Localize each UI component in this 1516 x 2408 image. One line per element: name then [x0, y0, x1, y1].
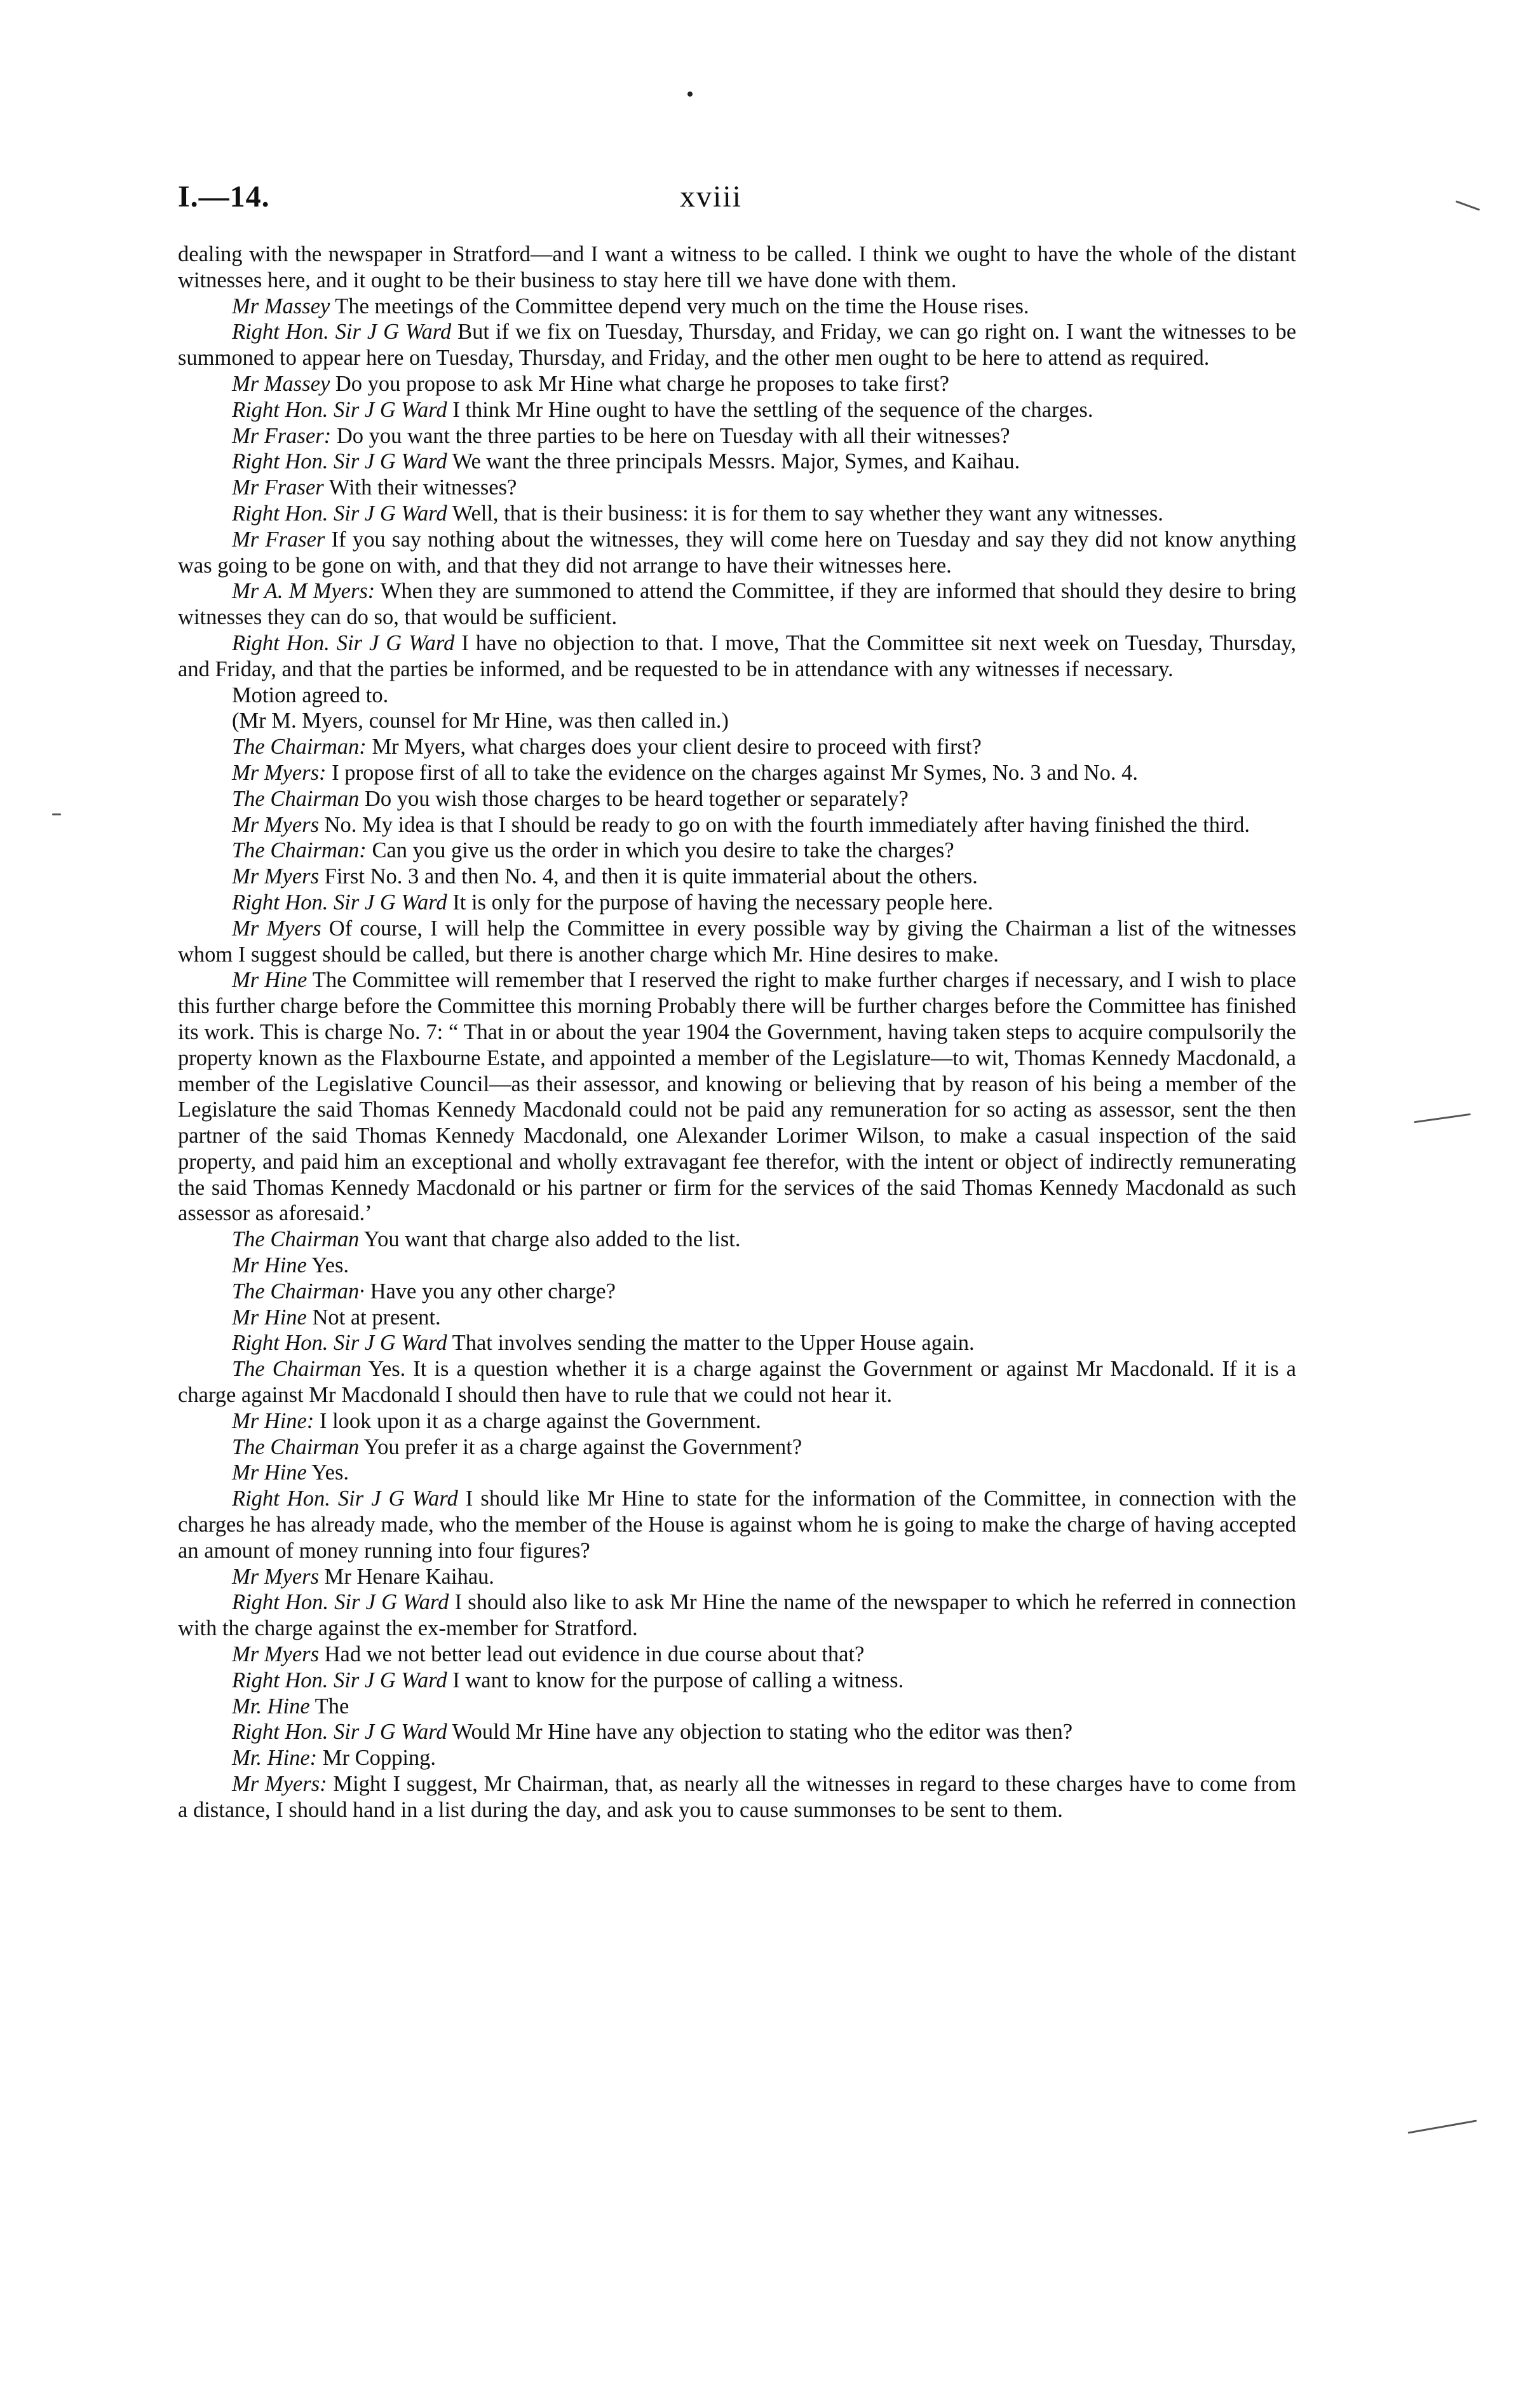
paragraph-text: With their witnesses?: [328, 475, 517, 500]
speaker-name: Mr. Hine:: [232, 1746, 318, 1771]
paragraph-text: When they are summoned to attend the Committee, if they are informed that should they desire to bring witnesses they can do so, that would be sufficient.: [178, 579, 1296, 630]
paragraph: [178, 1227, 1296, 1253]
speaker-name: Mr Myers: [232, 1642, 320, 1667]
paragraph: [178, 449, 1296, 475]
speaker-name: The Chairman: [232, 1357, 362, 1382]
speaker-name: Mr A. M Myers:: [232, 579, 376, 604]
paragraph-text: I propose first of all to take the evidence on the charges against Mr Symes, No. 3 and No. 4.: [332, 760, 1138, 785]
speaker-name: Right Hon. Sir J G Ward: [232, 320, 452, 344]
paragraph-text: It is only for the purpose of having the necessary people here.: [452, 890, 993, 915]
paragraph: [178, 1589, 1296, 1642]
paragraph-text: I think Mr Hine ought to have the settling of the sequence of the charges.: [452, 397, 1093, 422]
paragraph: [178, 527, 1296, 579]
paragraph: [178, 1771, 1296, 1823]
paragraph: [178, 1719, 1296, 1745]
speaker-name: Right Hon. Sir J G Ward: [232, 397, 447, 422]
paragraph: [178, 501, 1296, 527]
paragraph: [178, 683, 1296, 709]
paragraph: [178, 812, 1296, 838]
paragraph-text: Do you wish those charges to be heard together or separately?: [364, 786, 909, 811]
speaker-name: Right Hon. Sir J G Ward: [232, 1668, 447, 1692]
paragraph-text: Yes.: [311, 1460, 349, 1485]
paragraph: [178, 1279, 1296, 1305]
paragraph-text: First No. 3 and then No. 4, and then it is quite immaterial about the others.: [324, 864, 978, 889]
paragraph-text: I should like Mr Hine to state for the information of the Committee, in connection with the charges he has already made, who the member of the House is against whom he is going to make the charge of having accepted an amount of money running into four figures?: [178, 1486, 1297, 1563]
paragraph: [178, 786, 1296, 812]
page-dot: [687, 92, 693, 97]
page-number: xviii: [680, 180, 743, 214]
paragraph: [178, 423, 1296, 449]
paragraph: [178, 916, 1296, 968]
speaker-name: The Chairman·: [232, 1279, 365, 1303]
paragraph: [178, 838, 1296, 864]
speaker-name: Mr Hine: [232, 1460, 307, 1485]
speaker-name: Mr Hine: [232, 968, 308, 993]
speaker-name: Mr Fraser: [232, 475, 324, 500]
paragraph: [178, 578, 1296, 630]
speaker-name: Mr Myers:: [232, 1772, 327, 1797]
paragraph: [178, 734, 1296, 760]
speaker-name: Mr Fraser:: [232, 423, 332, 448]
proceedings-text: [178, 241, 1296, 1823]
speaker-name: Mr Hine: [232, 1253, 307, 1278]
paragraph: [178, 294, 1296, 320]
paragraph: [178, 967, 1296, 1227]
speaker-name: The Chairman:: [232, 735, 367, 759]
speaker-name: Right Hon. Sir J G Ward: [232, 630, 455, 655]
margin-mark: [1408, 2119, 1477, 2133]
paragraph-text: Yes. It is a question whether it is a charge against the Government or against Mr Macdonald. If it is a charge against Mr Macdonald I should then have to rule that we could not hear it.: [178, 1357, 1296, 1408]
paragraph-text: Mr Copping.: [322, 1746, 437, 1771]
paragraph: [178, 1330, 1296, 1356]
speaker-name: Mr Massey: [232, 371, 330, 396]
speaker-name: Mr Myers: [232, 864, 320, 889]
paragraph-text: You prefer it as a charge against the Government?: [363, 1434, 802, 1459]
speaker-name: Mr Myers: [232, 1564, 320, 1589]
paragraph: [178, 1434, 1296, 1460]
paragraph-text: I look upon it as a charge against the Government.: [319, 1408, 761, 1433]
speaker-name: Right Hon. Sir J G Ward: [232, 1486, 458, 1511]
page-reference: I.—14.: [178, 180, 270, 214]
paragraph: [178, 1486, 1296, 1563]
paragraph-text: No. My idea is that I should be ready to go on with the fourth immediately after having finished the third.: [324, 812, 1250, 837]
paragraph: [178, 1694, 1296, 1720]
paragraph-text: Had we not better lead out evidence in due course about that?: [324, 1642, 865, 1667]
paragraph-text: Do you want the three parties to be here on Tuesday with all their witnesses?: [336, 423, 1010, 448]
paragraph-text: We want the three principals Messrs. Major, Symes, and Kaihau.: [452, 449, 1020, 474]
paragraph-text: Yes.: [311, 1253, 349, 1278]
speaker-name: Mr Myers: [232, 916, 321, 941]
paragraph: [178, 864, 1296, 890]
speaker-name: Mr Massey: [232, 294, 330, 318]
paragraph-text: Might I suggest, Mr Chairman, that, as nearly all the witnesses in regard to these charges have to come from a distance, I should hand in a list during the day, and ask you to cause summonses to be sent to them.: [178, 1772, 1296, 1822]
paragraph-text: That involves sending the matter to the Upper House again.: [452, 1331, 975, 1356]
paragraph: [178, 241, 1296, 294]
margin-mark: [52, 813, 61, 815]
speaker-name: Right Hon. Sir J G Ward: [232, 1331, 447, 1356]
speaker-name: Right Hon. Sir J G Ward: [232, 1590, 449, 1615]
paragraph: [178, 760, 1296, 786]
speaker-name: Right Hon. Sir J G Ward: [232, 449, 447, 474]
speaker-name: Mr Myers:: [232, 760, 327, 785]
paragraph: [178, 1408, 1296, 1434]
paragraph-text: dealing with the newspaper in Stratford—and I want a witness to be called. I think we ought to have the whole of the distant witnesses here, and it ought to be their business to stay here till we have done with them.: [178, 242, 1296, 292]
paragraph-text: Mr Myers, what charges does your client desire to proceed with first?: [372, 735, 982, 759]
paragraph-text: (Mr M. Myers, counsel for Mr Hine, was then called in.): [232, 709, 729, 733]
paragraph-text: I have no objection to that. I move, That the Committee sit next week on Tuesday, Thursday, and Friday, and that the parties be informed, and be requested to be in attendance with any witnesses if necessary.: [178, 630, 1297, 681]
paragraph-text: Well, that is their business: it is for them to say whether they want any witnesses.: [452, 501, 1163, 526]
paragraph-text: Not at present.: [312, 1305, 441, 1330]
paragraph: [178, 1356, 1296, 1408]
speaker-name: The Chairman:: [232, 838, 367, 863]
paragraph-text: Mr Henare Kaihau.: [324, 1564, 494, 1589]
paragraph: [178, 475, 1296, 501]
speaker-name: The Chairman: [232, 786, 360, 811]
speaker-name: Mr Myers: [232, 812, 320, 837]
paragraph-text: Would Mr Hine have any objection to stating who the editor was then?: [452, 1720, 1073, 1745]
paragraph-text: Have you any other charge?: [370, 1279, 616, 1303]
speaker-name: Mr. Hine: [232, 1694, 310, 1718]
paragraph: [178, 890, 1296, 916]
paragraph-text: Motion agreed to.: [232, 683, 389, 707]
paragraph-text: I should also like to ask Mr Hine the name of the newspaper to which he referred in connection with the charge against the ex-member for Stratford.: [178, 1590, 1297, 1641]
paragraph-text: But if we fix on Tuesday, Thursday, and Friday, we can go right on. I want the witnesses to be summoned to appear here on Tuesday, Thursday, and Friday, and the other men ought to be here to attend as required.: [178, 320, 1297, 371]
paragraph-text: The Committee will remember that I reserved the right to make further charges if necessary, and I wish to place this further charge before the Committee this morning Probably there will be further charges before the Committee has finished its work. This is charge No. 7: “ That in or about the year 1904 the Government, having taken steps to acquire compulsorily the property known as the Flaxbourne Estate, and appointed a member of the Legislature—to wit, Thomas Kennedy Macdonald, a member of the Legislative Council—as their assessor, and knowing or believing that by reason of his being a member of the Legislature the said Thomas Kennedy Macdonald could not be paid any remuneration for so acting as assessor, sent the then partner of the said Thomas Kennedy Macdonald, one Alexander Lorimer Wilson, to make a casual inspection of the said property, and paid him an exceptional and wholly extravagant fee therefor, with the intent or object of indirectly remunerating the said Thomas Kennedy Macdonald or his partner or firm for the services of the said Thomas Kennedy Macdonald as such assessor as aforesaid.’: [178, 968, 1296, 1226]
paragraph: [178, 1460, 1296, 1486]
paragraph: [178, 630, 1296, 683]
paragraph-text: The: [315, 1694, 349, 1718]
paragraph-text: You want that charge also added to the list.: [363, 1227, 741, 1252]
paragraph-text: The meetings of the Committee depend very much on the time the House rises.: [335, 294, 1029, 318]
speaker-name: Mr Hine:: [232, 1408, 315, 1433]
paragraph: [178, 708, 1296, 734]
speaker-name: Mr Fraser: [232, 527, 325, 552]
paragraph: [178, 319, 1296, 371]
margin-mark: [1456, 200, 1480, 210]
paragraph: [178, 1305, 1296, 1331]
paragraph-text: Do you propose to ask Mr Hine what charge he proposes to take first?: [335, 371, 949, 396]
paragraph-text: Can you give us the order in which you desire to take the charges?: [372, 838, 954, 863]
paragraph: [178, 1253, 1296, 1279]
speaker-name: Right Hon. Sir J G Ward: [232, 501, 447, 526]
margin-mark: [1414, 1113, 1471, 1123]
paragraph-text: Of course, I will help the Committee in every possible way by giving the Chairman a list of the witnesses whom I suggest should be called, but there is another charge which Mr. Hine desires to make.: [178, 916, 1296, 967]
paragraph: [178, 1745, 1296, 1771]
speaker-name: The Chairman: [232, 1434, 360, 1459]
paragraph: [178, 1642, 1296, 1668]
paragraph: [178, 1564, 1296, 1590]
paragraph-text: I want to know for the purpose of calling a witness.: [452, 1668, 904, 1692]
paragraph-text: If you say nothing about the witnesses, they will come here on Tuesday and say they did not know anything was going to be gone on with, and that they did not arrange to have their witnesses here.: [178, 527, 1297, 578]
paragraph: [178, 371, 1296, 397]
speaker-name: Mr Hine: [232, 1305, 307, 1330]
speaker-name: Right Hon. Sir J G Ward: [232, 1720, 447, 1745]
speaker-name: Right Hon. Sir J G Ward: [232, 890, 447, 915]
speaker-name: The Chairman: [232, 1227, 360, 1252]
paragraph: [178, 1668, 1296, 1694]
page-header: [178, 179, 1296, 224]
paragraph: [178, 397, 1296, 423]
